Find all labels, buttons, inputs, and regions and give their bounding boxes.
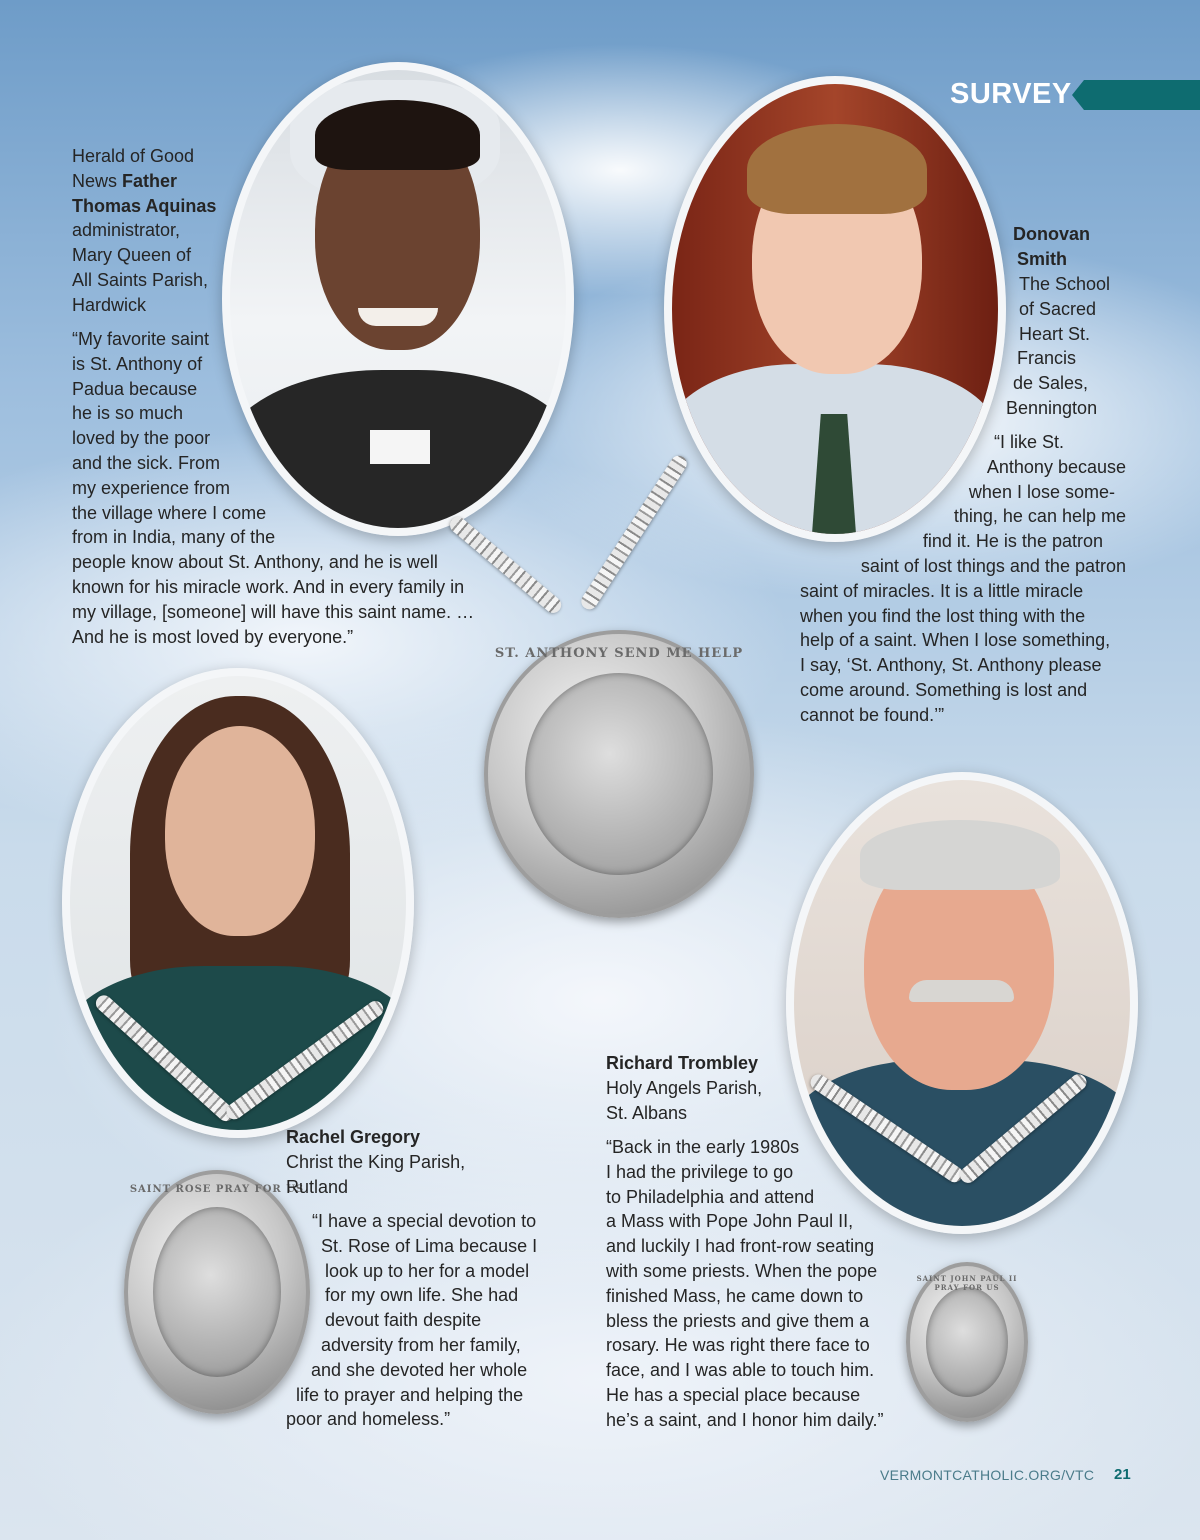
thomas-quote: “My favorite saint is St. Anthony of Padua because he is so much loved by the poor and the sick. From my experience from the village where I come from in India, many of the people know about St. Anthony, and he is well known for his miracle work. And in every family in my village, [someone] will have this saint name. … And he is most loved by everyone.” bbox=[72, 329, 475, 647]
donovan-name: Donovan Smith bbox=[1013, 224, 1091, 269]
donovan-quote: “I like St. Anthony because when I lose some- thing, he can help me find it. He is the patron saint of lost things and the patron saint of miracles. It is a little miracle when you find the lost thing with the help of a saint. When I lose something, I say, ‘St. Anthony, St. Anthony please come around. Something is lost and cannot be found.’” bbox=[800, 432, 1126, 725]
medal-st-rose bbox=[124, 1170, 310, 1414]
thomas-attribution: Herald of Good News Father Thomas Aquinas administrator, Mary Queen of All Saints Parish, Hardwick bbox=[72, 146, 217, 315]
medal-st-anthony-text: ST. ANTHONY SEND ME HELP bbox=[494, 646, 744, 661]
richard-attribution: Richard Trombley Holy Angels Parish, St. Albans bbox=[606, 1053, 763, 1123]
richard-quote: “Back in the early 1980s I had the privilege to go to Philadelphia and attend a Mass with Pope John Paul II, and luckily I had front-row seating with some priests. When the pope finished Mass, he came down to bless the priests and give them a rosary. He was right there face to face, and I was able to touch him. He has a special place because he’s a saint, and I honor him daily.” bbox=[606, 1137, 884, 1430]
medal-st-john-paul-text: SAINT JOHN PAUL II PRAY FOR US bbox=[916, 1274, 1018, 1292]
rachel-quote: “I have a special devotion to St. Rose of Lima because I look up to her for a model for my own life. She had devout faith despite adversity from her family, and she devoted her whole life to prayer and helping the poor and homeless.” bbox=[286, 1211, 538, 1430]
medal-st-rose-text: SAINT ROSE PRAY FOR US bbox=[129, 1184, 305, 1195]
donovan-affiliation: The School of Sacred Heart St. Francis de Sales, Bennington bbox=[1006, 274, 1111, 418]
portrait-rachel-gregory bbox=[62, 668, 414, 1138]
section-tab bbox=[1072, 80, 1200, 110]
page-number: 21 bbox=[1114, 1466, 1131, 1483]
section-title: SURVEY bbox=[950, 78, 1072, 110]
rachel-attribution: Rachel Gregory Christ the King Parish, Rutland bbox=[286, 1127, 466, 1197]
footer-url[interactable]: VERMONTCATHOLIC.ORG/VTC bbox=[880, 1467, 1095, 1483]
medal-st-john-paul bbox=[906, 1262, 1028, 1422]
medal-st-anthony bbox=[484, 630, 754, 918]
